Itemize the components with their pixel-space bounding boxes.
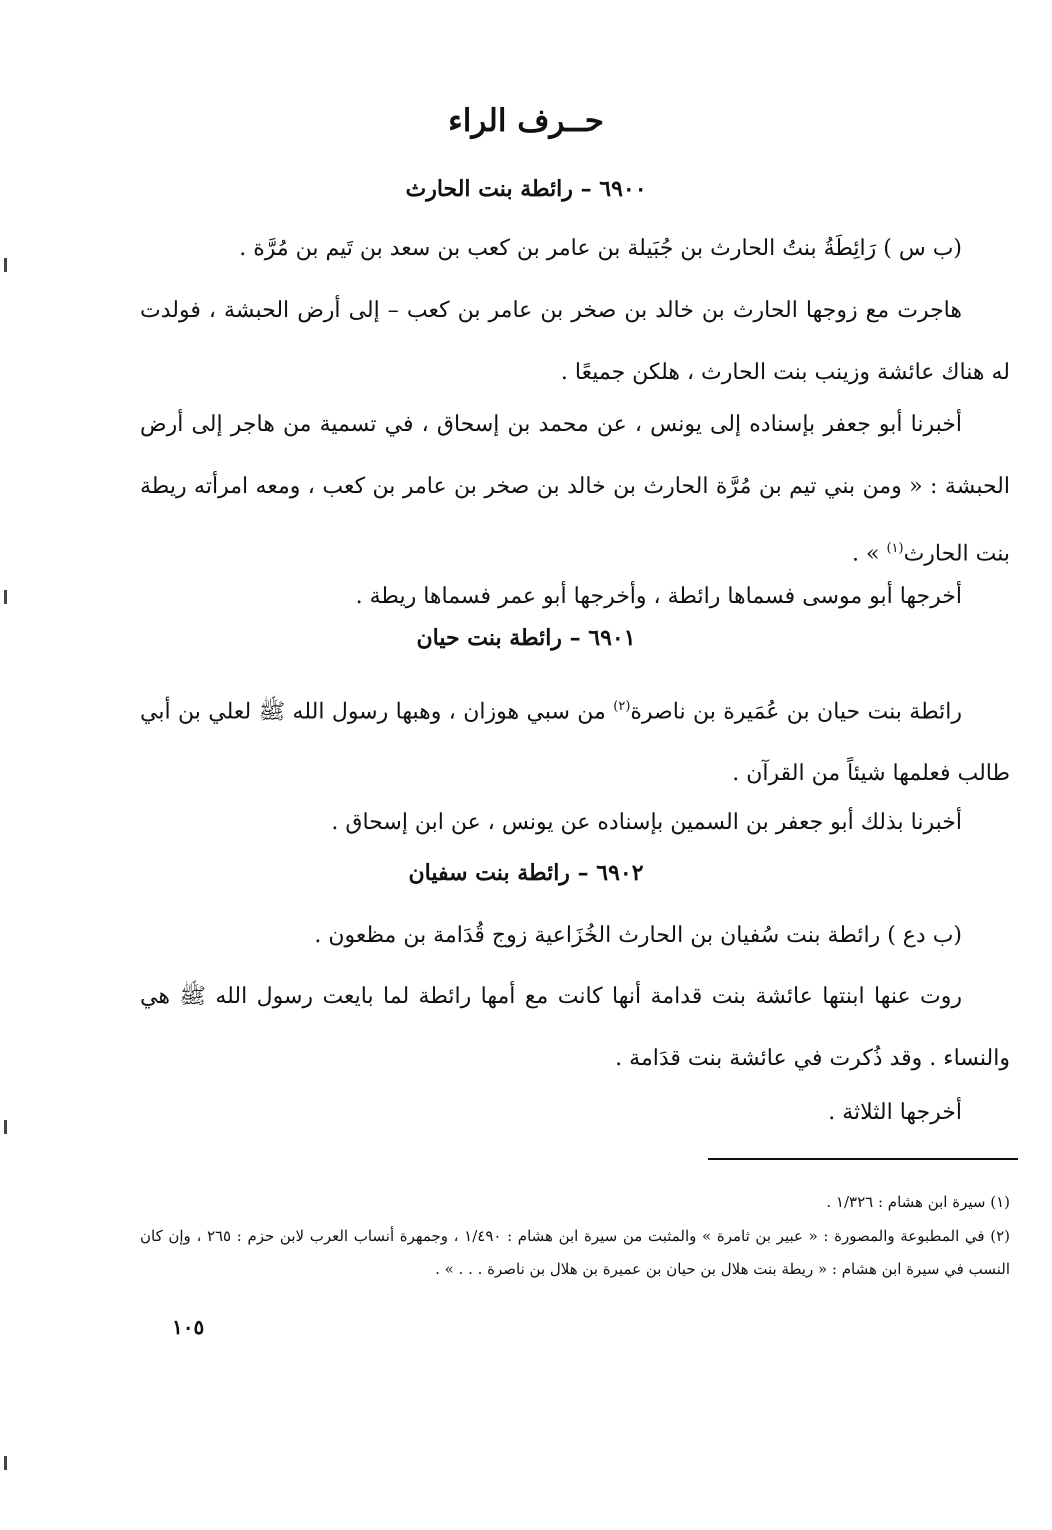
scan-speck: [4, 1456, 7, 1470]
footnote-ref-2[interactable]: (٢): [613, 699, 631, 714]
page-number: ١٠٥: [172, 1315, 205, 1339]
footnote-1: (١) سيرة ابن هشام : ١/٣٢٦ .: [826, 1193, 1010, 1211]
entry-6901-body: [140, 676, 1010, 805]
entry-6900-attribution: أخرجها أبو موسى فسماها رائطة ، وأخرجها أبو عمر فسماها ريطة .: [355, 584, 962, 609]
footnote-separator: [708, 1158, 1018, 1160]
scan-speck: [4, 590, 7, 604]
scan-speck: [4, 258, 7, 272]
entry-6901-body-b: من سبي هوزان ، وهبها رسول الله ﷺ لعلي بن أبي طالب فعلمها شيئاً من القرآن .: [140, 699, 1010, 787]
entry-6902-attribution: أخرجها الثلاثة .: [828, 1100, 962, 1125]
entry-6900-report: [140, 394, 1010, 585]
footnote-2: (٢) في المطبوعة والمصورة : « عبير بن ثامرة » والمثبت من سيرة ابن هشام : ١/٤٩٠ ، وجمهرة أنساب العرب لابن حزم : ٢٦٥ ، وإن كان النسب في سيرة ابن هشام : « ريطة بنت هلال بن حيان بن عميرة بن هلال بن ناصرة . . . » .: [140, 1227, 1010, 1278]
entry-6901-body-a: رائطة بنت حيان بن عُمَيرة بن ناصرة: [630, 699, 963, 725]
entry-6901-report: أخبرنا بذلك أبو جعفر بن السمين بإسناده عن يونس ، عن ابن إسحاق .: [331, 810, 962, 835]
entry-6902-lineage: (ب دع ) رائطة بنت سُفيان بن الحارث الخُزَاعية زوج قُدَامة بن مظعون .: [314, 923, 962, 948]
chapter-title: حــرف الراء: [448, 103, 604, 139]
entry-heading-6901: ٦٩٠١ – رائطة بنت حيان: [416, 625, 636, 651]
entry-6900-report-text: أخبرنا أبو جعفر بإسناده إلى يونس ، عن محمد بن إسحاق ، في تسمية من هاجر إلى أرض الحبشة : « ومن بني تيم بن مُرَّة الحارث بن خالد بن صخر بن عامر بن كعب ، ومعه امرأته ريطة بنت الحارث: [140, 412, 1010, 567]
entry-6900-lineage: (ب س ) رَائِطَةُ بنتُ الحارث بن جُبَيلة بن عامر بن كعب بن سعد بن تَيم بن مُرَّة .: [239, 236, 962, 261]
footnote-ref-1[interactable]: (١): [886, 541, 904, 556]
entry-heading-6902: ٦٩٠٢ – رائطة بنت سفيان: [408, 860, 644, 886]
entry-heading-6900: ٦٩٠٠ – رائطة بنت الحارث: [405, 176, 647, 202]
entry-6900-migration: هاجرت مع زوجها الحارث بن خالد بن صخر بن عامر بن كعب – إلى أرض الحبشة ، فولدت له هناك عائشة وزينب بنت الحارث ، هلكن جميعًا .: [140, 298, 1010, 385]
entry-6902-narration: روت عنها ابنتها عائشة بنت قدامة أنها كانت مع أمها رائطة لما بايعت رسول الله ﷺ هي والنساء . وقد ذُكرت في عائشة بنت قدَامة .: [140, 984, 1010, 1071]
scan-speck: [4, 1120, 7, 1134]
entry-6900-report-end: » .: [851, 541, 887, 567]
